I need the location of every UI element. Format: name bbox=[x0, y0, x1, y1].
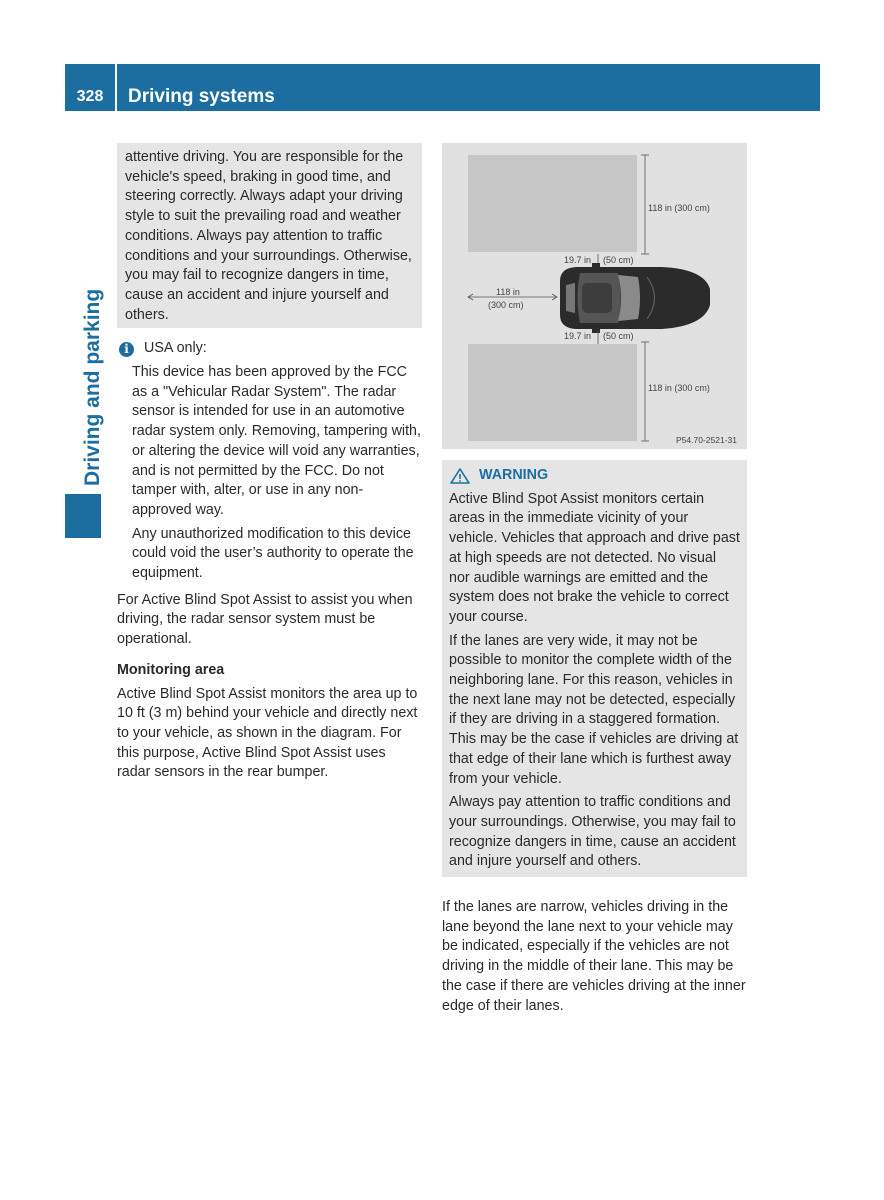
info-paragraph-fcc: This device has been approved by the FCC as a "Vehicular Radar System". The radar sensor is intended for use in an automotive radar system only. Removing, tampering with, or altering the device will void any warranties, and is not permitted by the FCC. Do not tamper with, alter, or use in any non-approved way. bbox=[132, 364, 421, 518]
bottom-length-label: 118 in (300 cm) bbox=[648, 383, 710, 393]
warning-box bbox=[442, 460, 747, 877]
warning-continuation-text: attentive driving. You are responsible for the vehicle's speed, braking in good time, and steering correctly. Always adapt your driving style to suit the prevailing road and weather conditions. Always pay attention to traffic conditions and your surroundings. Otherwise, you may fail to recognize dangers in time, cause an accident and injure yourself and others. bbox=[125, 149, 412, 323]
bottom-gap-cm-label: (50 cm) bbox=[603, 331, 634, 341]
upper-monitoring-zone bbox=[468, 155, 637, 252]
info-note-heading bbox=[117, 339, 422, 359]
paragraph-operational: For Active Blind Spot Assist to assist you when driving, the radar sensor system must be operational. bbox=[117, 591, 413, 648]
top-length-label: 118 in (300 cm) bbox=[648, 203, 710, 213]
monitoring-area-diagram bbox=[442, 143, 747, 449]
warning-paragraph-2: If the lanes are very wide, it may not be possible to monitor the complete width of the neighboring lane. For this reason, vehicles in the next lane may not be detected, especially if they are driving in a staggered formation. This may be the case if vehicles are driving at that edge of their lane which is furthest away from your vehicle. bbox=[449, 632, 739, 787]
page-number: 328 bbox=[76, 88, 104, 105]
info-paragraph-modification: Any unauthorized modification to this device could void the user’s authority to operate the equipment. bbox=[132, 525, 414, 582]
warning-triangle-icon bbox=[449, 467, 471, 485]
monitoring-area-text: Active Blind Spot Assist monitors the area up to 10 ft (3 m) behind your vehicle and directly next to your vehicle, as shown in the diagram. For this purpose, Active Blind Spot Assist uses radar sensors in the rear bumper. bbox=[117, 685, 418, 781]
top-gap-cm-label: (50 cm) bbox=[603, 255, 634, 265]
info-icon: i bbox=[119, 342, 134, 357]
monitoring-area-heading: Monitoring area bbox=[117, 661, 225, 678]
section-title: Driving systems bbox=[128, 86, 275, 107]
car-top-view bbox=[560, 263, 710, 333]
lower-monitoring-zone bbox=[468, 344, 637, 441]
right-column bbox=[442, 143, 747, 1016]
page-header bbox=[65, 64, 820, 111]
narrow-lanes-paragraph: If the lanes are narrow, vehicles driving in the lane beyond the lane next to your vehicle may be indicated, especially if the vehicles are not driving in the middle of their lane. This may be the case if there are vehicles driving at the inner edge of their lanes. bbox=[442, 899, 746, 1014]
figure-code: P54.70-2521-31 bbox=[676, 435, 737, 445]
rear-length-label-1: 118 in bbox=[496, 287, 520, 297]
diagram-svg bbox=[442, 143, 747, 449]
left-column bbox=[117, 143, 422, 783]
warning-paragraph-1: Active Blind Spot Assist monitors certain areas in the immediate vicinity of your vehicle. Vehicles that approach and drive past at high speeds are not detected. No visual nor audible warnings are emitted and the system does not brake the vehicle to correct your course. bbox=[449, 490, 740, 625]
bottom-gap-label: 19.7 in bbox=[564, 331, 592, 341]
warning-title: WARNING bbox=[479, 467, 549, 483]
side-tab-label: Driving and parking bbox=[81, 288, 104, 486]
warning-paragraph-3: Always pay attention to traffic conditions and your surroundings. Otherwise, you may fail to recognize dangers in time, cause an accident and injure yourself and others. bbox=[449, 794, 736, 870]
info-heading-text: USA only: bbox=[144, 340, 207, 357]
rear-length-label-2: (300 cm) bbox=[488, 300, 524, 310]
top-gap-label: 19.7 in bbox=[564, 255, 592, 265]
warning-continuation-box bbox=[117, 143, 422, 328]
side-tab-marker bbox=[65, 494, 101, 538]
header-divider bbox=[115, 64, 117, 111]
warning-heading bbox=[449, 466, 740, 486]
